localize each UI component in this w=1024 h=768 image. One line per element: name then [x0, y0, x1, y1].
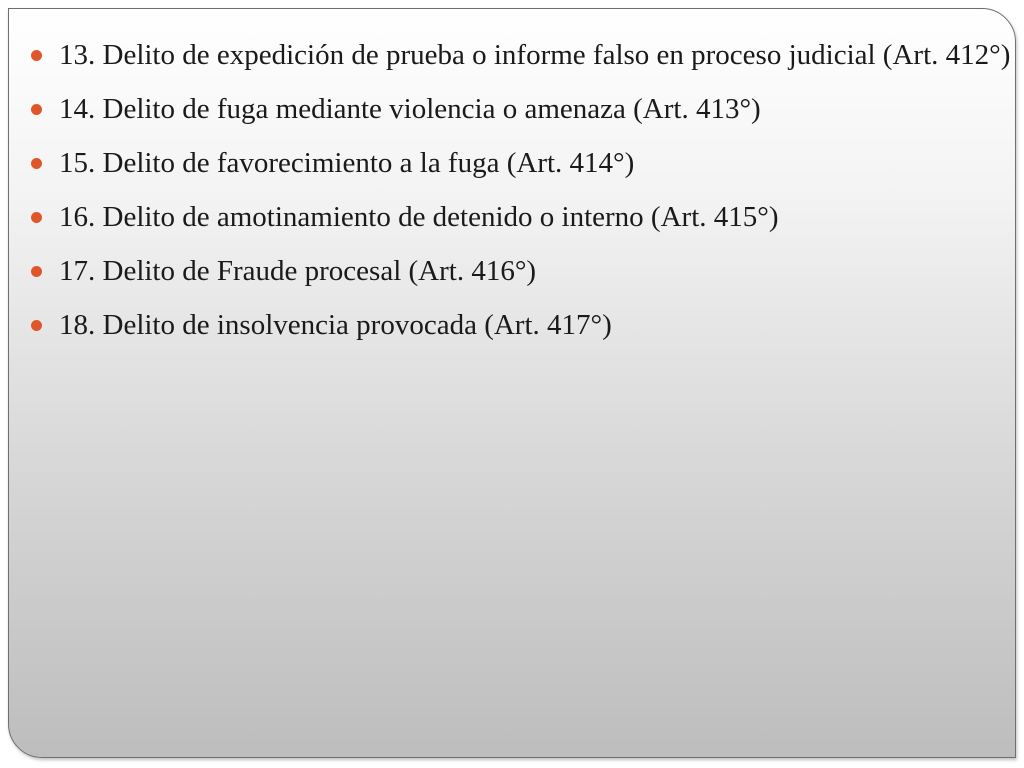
bullet-icon [31, 104, 42, 115]
list-item [29, 35, 1016, 75]
list-item [29, 89, 1016, 129]
bullet-list [29, 35, 1016, 359]
bullet-icon [31, 50, 42, 61]
list-item [29, 251, 1016, 291]
bullet-icon [31, 320, 42, 331]
list-item-text: 15. Delito de favorecimiento a la fuga (Art. 414°) [59, 147, 635, 179]
list-item-text: 18. Delito de insolvencia provocada (Art. 417°) [59, 309, 612, 341]
list-item [29, 143, 1016, 183]
list-item [29, 197, 1016, 237]
bullet-icon [31, 266, 42, 277]
list-item-text: 16. Delito de amotinamiento de detenido o interno (Art. 415°) [59, 201, 779, 233]
bullet-icon [31, 158, 42, 169]
list-item-text: 14. Delito de fuga mediante violencia o amenaza (Art. 413°) [59, 93, 761, 125]
list-item [29, 305, 1016, 345]
list-item-text: 13. Delito de expedición de prueba o informe falso en proceso judicial (Art. 412°) [59, 39, 1011, 71]
bullet-icon [31, 212, 42, 223]
list-item-text: 17. Delito de Fraude procesal (Art. 416°) [59, 255, 537, 287]
slide [8, 8, 1016, 758]
